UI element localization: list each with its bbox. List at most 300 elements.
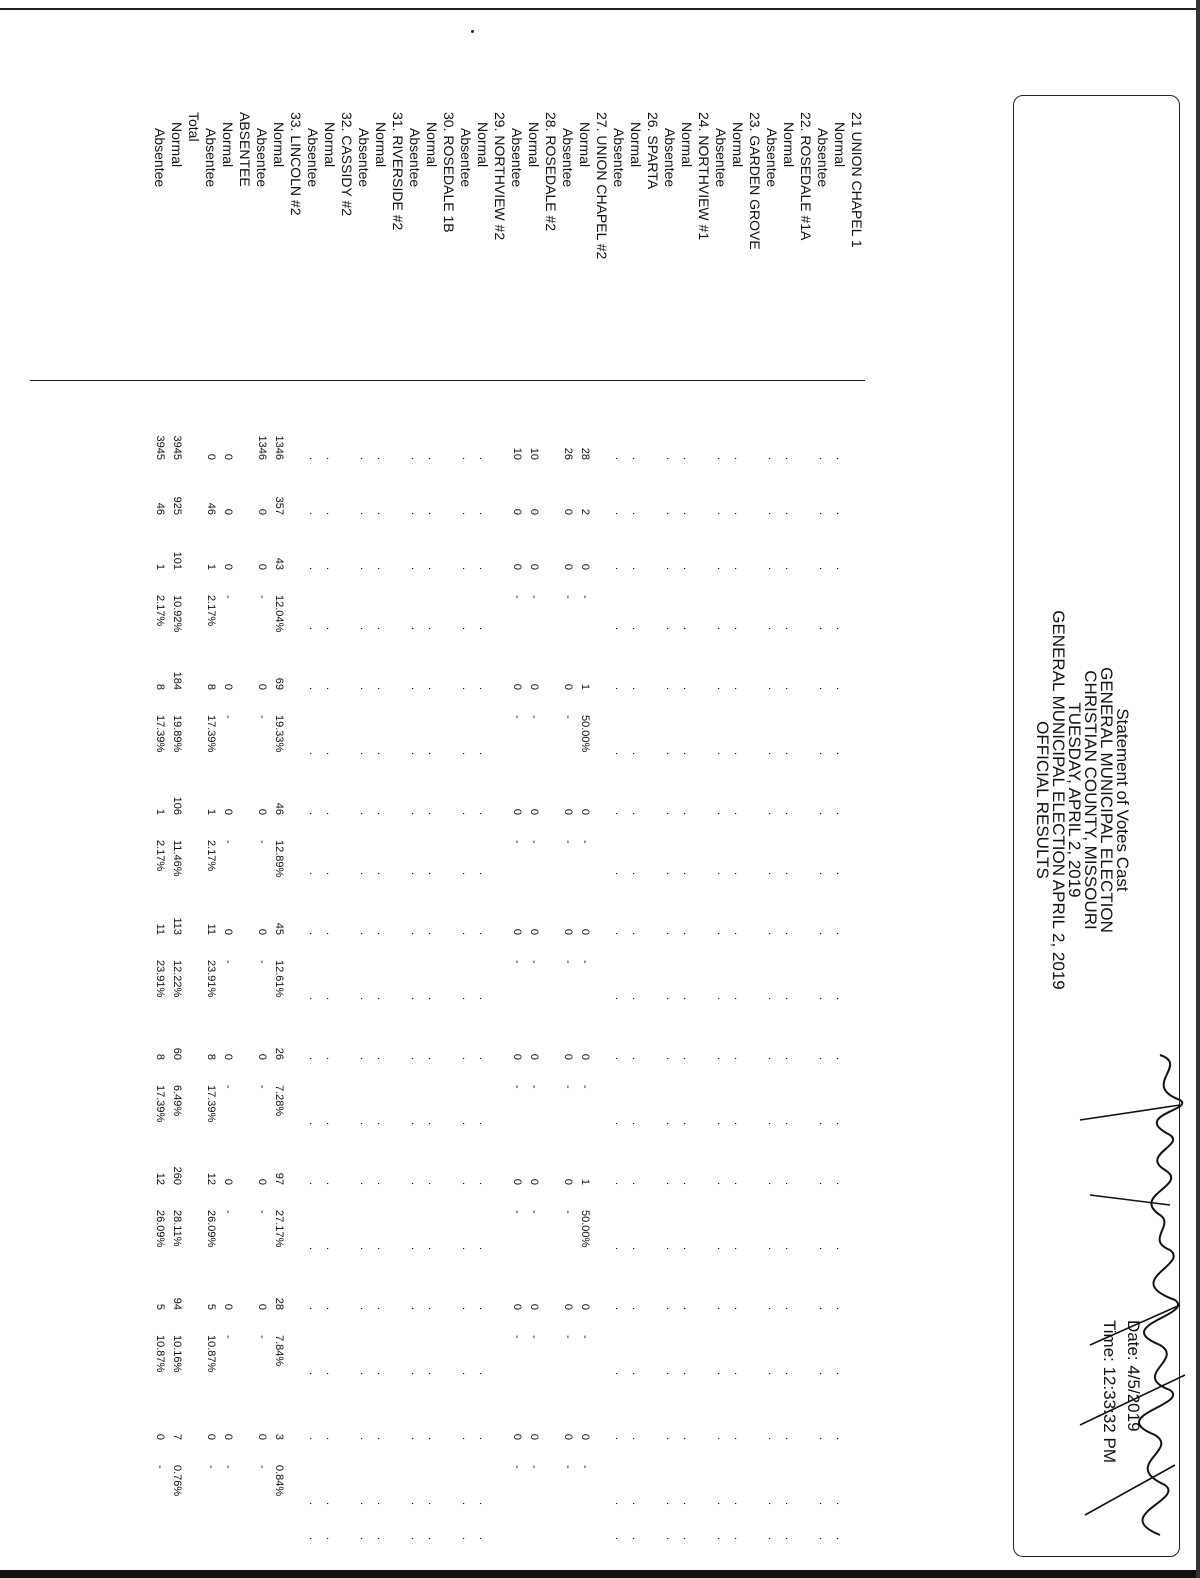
count-cell: . [324,626,336,630]
count-cell: . [715,1436,727,1440]
count-cell: . [681,686,693,690]
count-cell: . [817,811,829,815]
count-cell: . [358,751,370,755]
count-cell: . [732,751,744,755]
table-row [525,430,542,1550]
count-cell: 0 [528,1433,540,1440]
count-cell: . [630,1536,642,1540]
count-cell: . [324,996,336,1000]
count-cell: . [375,1371,387,1375]
count-cell: . [630,1371,642,1375]
count-cell: . [375,871,387,875]
count-cell: . [834,751,846,755]
percent-cell: 17.39% [154,715,166,753]
count-cell: . [817,871,829,875]
title-line: GENERAL MUNICIPAL ELECTION [1097,667,1116,933]
row-label: Normal [577,122,593,168]
count-cell: . [477,1436,489,1440]
count-cell: . [732,1181,744,1185]
count-cell: . [681,1371,693,1375]
percent-cell: 26.09% [205,1210,217,1248]
count-cell: 0 [579,928,591,935]
count-cell: . [426,871,438,875]
count-cell: . [477,456,489,460]
title-line: Statement of Votes Cast [1113,708,1132,892]
row-label: Normal [169,122,185,168]
count-cell: . [613,1436,625,1440]
count-cell: . [409,1181,421,1185]
count-cell: . [307,811,319,815]
percent-cell: - [222,1465,234,1469]
count-cell: 7 [171,1433,183,1440]
count-cell: 5 [154,1303,166,1310]
table-row [423,430,440,1550]
count-cell: . [375,1246,387,1250]
percent-cell: - [256,840,268,844]
table-row [457,430,474,1550]
count-cell: . [613,1371,625,1375]
count-cell: . [630,1306,642,1310]
count-cell: . [783,1436,795,1440]
count-cell: 0 [511,1178,523,1185]
precinct-labels [151,112,865,372]
count-cell: . [681,1436,693,1440]
count-cell: . [783,811,795,815]
count-cell: . [358,1306,370,1310]
row-label: Normal [424,122,440,168]
count-cell: . [307,626,319,630]
row-label: Absentee [407,128,423,188]
count-cell: 0 [222,683,234,690]
count-cell: . [664,1306,676,1310]
percent-cell: 12.89% [273,840,285,878]
count-cell: 0 [562,683,574,690]
count-cell: . [681,996,693,1000]
count-cell: . [732,1056,744,1060]
percent-cell: 28.11% [171,1210,183,1247]
count-cell: 0 [256,1053,268,1060]
count-cell: . [834,871,846,875]
count-cell: . [715,1056,727,1060]
count-cell: . [426,626,438,630]
percent-cell: - [562,1335,574,1339]
count-cell: . [358,1436,370,1440]
count-cell: . [426,1536,438,1540]
count-cell: . [324,1501,336,1505]
count-cell: . [409,871,421,875]
count-cell: 11 [154,923,166,935]
count-cell: . [477,1121,489,1125]
count-cell: . [681,626,693,630]
table-row [661,430,678,1550]
count-cell: . [766,1306,778,1310]
count-cell: . [613,1501,625,1505]
percent-cell: - [562,1210,574,1214]
row-label: Normal [832,122,848,168]
count-cell: . [630,751,642,755]
count-cell: . [834,811,846,815]
handwritten-signature [1072,1045,1200,1550]
percent-cell: - [528,715,540,719]
count-cell: . [783,566,795,570]
percent-cell: - [562,595,574,599]
count-cell: 101 [171,551,183,570]
count-cell: 97 [273,1172,285,1185]
count-cell: . [817,1121,829,1125]
count-cell: . [715,1501,727,1505]
count-cell: 0 [222,1303,234,1310]
count-cell: 12 [154,1172,166,1185]
count-cell: 28 [579,447,591,460]
count-cell: . [409,686,421,690]
count-cell: . [630,931,642,935]
count-cell: . [732,456,744,460]
count-cell: . [324,1536,336,1540]
count-cell: . [715,751,727,755]
count-cell: . [766,686,778,690]
percent-cell: 0.84% [273,1465,285,1497]
percent-cell: 23.91% [205,960,217,998]
count-cell: . [358,626,370,630]
row-label: 26. SPARTA [645,112,661,190]
percent-cell: - [562,1465,574,1469]
row-label: 27. UNION CHAPEL #2 [594,112,610,260]
count-cell: . [630,1056,642,1060]
count-cell: . [732,1436,744,1440]
percent-cell: - [579,960,591,964]
count-cell: . [358,996,370,1000]
table-row [542,430,559,1550]
table-row [287,430,304,1550]
count-cell: . [375,1501,387,1505]
count-cell: 0 [511,1303,523,1310]
percent-cell: 23.91% [154,960,166,998]
count-cell: . [307,1536,319,1540]
count-cell: 106 [171,796,183,815]
row-label: Absentee [509,128,525,188]
table-row [831,430,848,1550]
count-cell: 60 [171,1047,183,1060]
percent-cell: - [222,960,234,964]
table-row [729,430,746,1550]
percent-cell: 7.28% [273,1085,285,1117]
percent-cell: - [511,960,523,964]
percent-cell: - [528,840,540,844]
count-cell: . [409,1306,421,1310]
row-label: Normal [781,122,797,168]
count-cell: . [307,996,319,1000]
table-row [644,430,661,1550]
count-cell: . [834,1246,846,1250]
count-cell: . [766,1181,778,1185]
count-cell: . [834,1056,846,1060]
count-cell: . [664,566,676,570]
count-cell: . [732,1371,744,1375]
count-cell: 0 [222,508,234,515]
count-cell: . [664,1371,676,1375]
count-cell: . [613,1181,625,1185]
count-cell: . [324,1306,336,1310]
count-cell: . [715,996,727,1000]
count-cell: . [681,1121,693,1125]
count-cell: . [817,1056,829,1060]
count-cell: . [613,996,625,1000]
count-cell: . [817,1181,829,1185]
table-row [576,430,593,1550]
count-cell: . [630,566,642,570]
percent-cell: 2.17% [205,840,217,872]
count-cell: . [613,871,625,875]
row-label: Absentee [203,128,219,188]
count-cell: . [732,1246,744,1250]
count-cell: . [715,566,727,570]
count-cell: . [613,1536,625,1540]
percent-cell: 11.46% [171,840,183,877]
count-cell: . [664,1436,676,1440]
count-cell: . [375,566,387,570]
count-cell: . [664,751,676,755]
table-row [763,430,780,1550]
percent-cell: - [579,1085,591,1089]
count-cell: . [732,1121,744,1125]
table-row [814,430,831,1550]
count-cell: . [307,1121,319,1125]
count-cell: . [375,1536,387,1540]
count-cell: . [766,871,778,875]
percent-cell: - [579,595,591,599]
table-row [219,430,236,1550]
count-cell: . [732,686,744,690]
count-cell: . [324,1056,336,1060]
count-cell: 0 [256,563,268,570]
count-cell: . [307,1181,319,1185]
count-cell: . [358,871,370,875]
count-cell: 8 [205,1053,217,1060]
count-cell: . [681,871,693,875]
count-cell: . [307,1056,319,1060]
row-label: Normal [679,122,695,168]
percent-cell: - [222,1085,234,1089]
count-cell: . [324,1181,336,1185]
count-cell: . [426,751,438,755]
count-cell: . [324,931,336,935]
count-cell: . [613,1056,625,1060]
count-cell: . [834,1501,846,1505]
table-row [508,430,525,1550]
count-cell: . [630,871,642,875]
count-cell: 3945 [171,435,183,460]
row-label: Total [186,112,202,142]
table-row [695,430,712,1550]
count-cell: . [307,456,319,460]
count-cell: 0 [528,1303,540,1310]
count-cell: . [630,511,642,515]
count-cell: . [817,686,829,690]
count-cell: 46 [205,502,217,515]
count-cell: . [426,931,438,935]
count-cell: . [477,996,489,1000]
count-cell: 0 [222,453,234,460]
count-cell: 45 [273,922,285,935]
count-cell: . [460,1536,472,1540]
vote-table [151,430,865,1550]
count-cell: . [817,1306,829,1310]
table-row [355,430,372,1550]
count-cell: . [681,1306,693,1310]
count-cell: . [630,1181,642,1185]
count-cell: 12 [205,1172,217,1185]
percent-cell: 17.39% [205,1085,217,1123]
count-cell: . [783,1181,795,1185]
count-cell: 1 [154,563,166,570]
page-edge [1196,0,1200,1578]
count-cell: . [460,566,472,570]
percent-cell: - [256,1085,268,1089]
count-cell: 0 [528,508,540,515]
count-cell: 113 [171,917,183,935]
count-cell: . [409,1501,421,1505]
count-cell: 0 [222,563,234,570]
count-cell: . [817,996,829,1000]
count-cell: . [732,1501,744,1505]
count-cell: 26 [562,447,574,460]
table-row [593,430,610,1550]
row-label: 29. NORTHVIEW #2 [492,112,508,241]
count-cell: . [426,686,438,690]
count-cell: 46 [154,502,166,515]
count-cell: 0 [511,508,523,515]
count-cell: . [783,1536,795,1540]
row-label: Absentee [611,128,627,188]
table-row [610,430,627,1550]
count-cell: . [817,931,829,935]
count-cell: . [477,566,489,570]
count-cell: . [307,1371,319,1375]
count-cell: . [426,1056,438,1060]
count-cell: . [664,1056,676,1060]
percent-cell: - [528,960,540,964]
count-cell: . [477,1306,489,1310]
count-cell: . [324,1371,336,1375]
count-cell: . [460,811,472,815]
title-line: TUESDAY, APRIL 2, 2019 [1065,702,1084,898]
count-cell: . [766,1246,778,1250]
count-cell: . [766,996,778,1000]
count-cell: 43 [273,557,285,570]
count-cell: . [307,1306,319,1310]
count-cell: . [426,1306,438,1310]
percent-cell: 17.39% [205,715,217,753]
count-cell: . [426,996,438,1000]
row-label: Normal [373,122,389,168]
count-cell: . [409,1436,421,1440]
row-label: Absentee [356,128,372,188]
count-cell: . [375,1306,387,1310]
count-cell: . [324,686,336,690]
count-cell: . [817,1436,829,1440]
table-row [780,430,797,1550]
count-cell: . [358,1246,370,1250]
table-row [202,430,219,1550]
count-cell: . [375,686,387,690]
count-cell: . [375,626,387,630]
count-cell: . [834,566,846,570]
count-cell: . [681,811,693,815]
row-label: Normal [271,122,287,168]
count-cell: . [375,1436,387,1440]
title-line: CHRISTIAN COUNTY, MISSOURI [1081,670,1100,930]
table-row [440,430,457,1550]
count-cell: . [460,1056,472,1060]
count-cell: . [783,511,795,515]
count-cell: . [426,511,438,515]
count-cell: . [817,1536,829,1540]
count-cell: . [307,871,319,875]
count-cell: 0 [222,1053,234,1060]
count-cell: . [307,1501,319,1505]
count-cell: . [460,626,472,630]
count-cell: 0 [562,1303,574,1310]
percent-cell: - [256,1465,268,1469]
count-cell: . [358,811,370,815]
percent-cell: - [256,960,268,964]
count-cell: 11 [205,923,217,935]
count-cell: 0 [562,508,574,515]
table-row [797,430,814,1550]
count-cell: . [375,931,387,935]
count-cell: . [732,871,744,875]
count-cell: . [460,1121,472,1125]
count-cell: . [817,1246,829,1250]
count-cell: 0 [511,1433,523,1440]
count-cell: . [664,456,676,460]
table-row [848,430,865,1550]
count-cell: . [426,1371,438,1375]
count-cell: . [630,1121,642,1125]
percent-cell: - [222,715,234,719]
count-cell: 0 [528,1053,540,1060]
count-cell: . [681,931,693,935]
count-cell: 0 [579,1053,591,1060]
count-cell: . [307,751,319,755]
count-cell: 0 [256,928,268,935]
count-cell: 0 [562,1433,574,1440]
count-cell: . [834,996,846,1000]
count-cell: 0 [511,1053,523,1060]
row-label: 24. NORTHVIEW #1 [696,112,712,241]
count-cell: 0 [511,928,523,935]
count-cell: . [681,1536,693,1540]
count-cell: . [613,1121,625,1125]
count-cell: . [715,626,727,630]
count-cell: 0 [205,1433,217,1440]
count-cell: . [460,871,472,875]
row-label: Normal [628,122,644,168]
count-cell: . [732,931,744,935]
count-cell: . [409,1536,421,1540]
count-cell: . [307,931,319,935]
count-cell: . [358,511,370,515]
count-cell: 0 [528,1178,540,1185]
count-cell: . [409,996,421,1000]
percent-cell: - [562,1085,574,1089]
count-cell: 46 [273,802,285,815]
count-cell: . [375,751,387,755]
count-cell: . [715,811,727,815]
count-cell: . [766,1056,778,1060]
percent-cell: - [579,840,591,844]
count-cell: . [834,1436,846,1440]
